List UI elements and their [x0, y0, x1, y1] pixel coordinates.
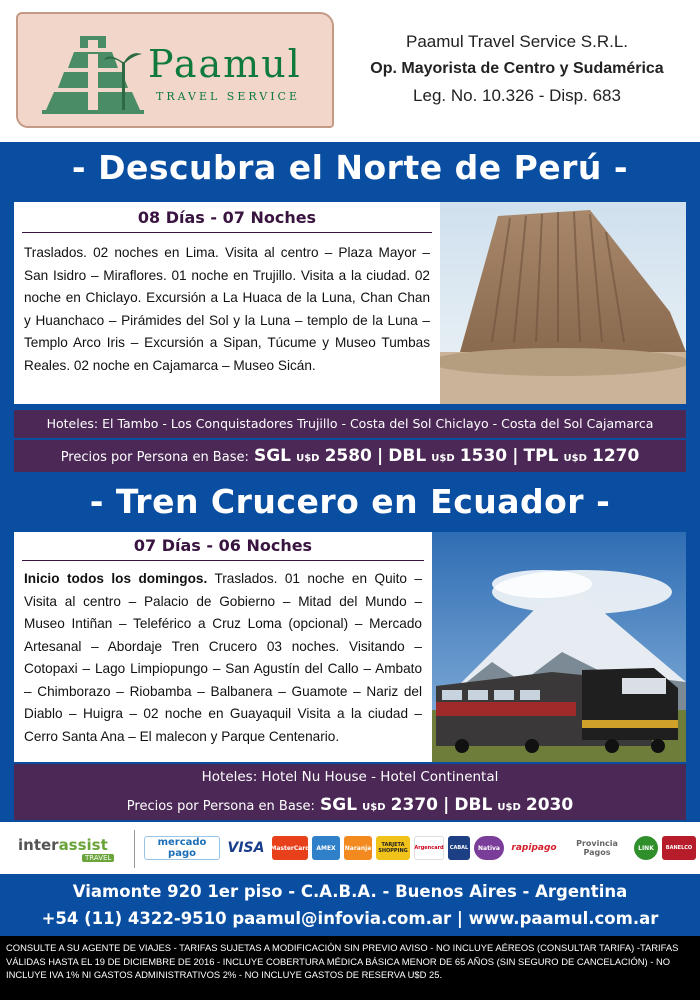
tour1-price-dbl-type: DBL	[388, 446, 427, 466]
price-separator: |	[512, 446, 519, 466]
mastercard-logo: MasterCard	[272, 836, 308, 860]
nativa-logo: Nativa	[474, 836, 504, 860]
tour1-title: - Descubra el Norte de Perú -	[71, 148, 629, 187]
tour2-lead: Inicio todos los domingos.	[24, 571, 208, 586]
tour2-description	[24, 568, 422, 748]
link-logo: LINK	[634, 836, 658, 860]
tarjeta-shopping-logo: TARJETA SHOPPING	[376, 836, 410, 860]
tour1-prices	[14, 440, 686, 472]
tour2-description-body: Traslados. 01 noche en Quito – Visita al centro – Palacio de Gobierno – Mitad del Mundo – Museo Intiñan – Teleférico a Cruz Loma (opcional) – Mercado Artesanal – Abordaje Tren Crucero 03 noches. Visitando – Cotopaxi – Lago Limpiopungo – San Agustín del Callo – Ambato – Chimborazo – Riobamba – Balbanera – Guamote – Nariz del Diablo – Huigra – 02 noche en Guayaquil Visita a la ciudad – Cerro Santa Ana – El malecon y Parque Centenario.	[24, 571, 423, 744]
cabal-logo: CABAL	[448, 836, 470, 860]
amex-logo: AMEX	[312, 836, 340, 860]
train-photo	[432, 532, 686, 762]
tour2-card	[14, 532, 686, 762]
tour2-price-dbl-type: DBL	[454, 795, 493, 815]
tour2-price-dbl-currency: U$D	[497, 802, 521, 813]
tour1-duration: 08 Días - 07 Noches	[137, 208, 317, 227]
mercadopago-logo: mercado pago	[144, 836, 220, 860]
tour2-title: - Tren Crucero en Ecuador -	[89, 482, 611, 521]
huaca-photo	[440, 202, 686, 404]
argencard-logo: Argencard	[414, 836, 444, 860]
tour2-price-sgl-currency: U$D	[362, 802, 386, 813]
price-separator: |	[443, 795, 450, 815]
company-tagline: Op. Mayorista de Centro y Sudamérica	[370, 60, 664, 77]
logo-subtitle: TRAVEL SERVICE	[156, 90, 300, 103]
legal-disclaimer: CONSULTE A SU AGENTE DE VIAJES - TARIFAS SUJETAS A MODIFICACIÓN SIN PREVIO AVISO - NO INCLUYE AÉREOS (CONSULTAR TARIFA) -TARIFAS VÁLIDAS HASTA EL 19 DE DICIEMBRE DE 2016 - INCLUYE COBERTURA MÉDICA BÁSICA MENOR DE 65 AÑOS (SIN SEGURO DE CANCELACIÓN) - NO INCLUYE IVA 1% NI GASTOS ADMINISTRATIVOS 2% - NO INCLUYE GASTOS DE RESERVA U$D 25.	[0, 936, 700, 1000]
tour1-description: Traslados. 02 noches en Lima. Visita al centro – Plaza Mayor – San Isidro – Miraflores. 01 noche en Trujillo. Visita a la ciudad. 02 noche en Chiclayo. Excursión a La Huaca de la Luna, Chan Chan y Huanchaco – Pirámides del Sol y la Luna – templo de la Luna – Templo Arco Iris – Excursión a Sipan, Túcume y Museo Tumbas Reales. 02 noche en Cajamarca – Museo Sicán.	[24, 245, 430, 373]
company-logo	[16, 12, 334, 128]
price-separator: |	[376, 446, 384, 466]
tour1-card	[14, 202, 686, 404]
visa-logo: VISA	[224, 836, 268, 860]
tour1-price-dbl-currency: U$D	[431, 453, 455, 464]
tour2-prices	[14, 790, 686, 820]
tour1-price-sgl-amount: 2580	[324, 446, 372, 466]
provincia-pagos-logo: Provincia Pagos	[564, 836, 630, 860]
contact-address: Viamonte 920 1er piso - C.A.B.A. - Buenos Aires - Argentina	[72, 882, 628, 901]
contact-phone-web: +54 (11) 4322-9510 paamul@infovia.com.ar | www.paamul.com.ar	[41, 909, 659, 928]
pyramid-icon	[38, 22, 148, 122]
tour2-duration: 07 Días - 06 Noches	[133, 536, 313, 555]
tour2-price-sgl-type: SGL	[320, 795, 358, 815]
interassist-logo	[18, 836, 108, 854]
tour1-price-label: Precios por Persona en Base:	[60, 450, 249, 465]
tour2-divider	[22, 560, 424, 561]
company-name: Paamul Travel Service S.R.L.	[405, 32, 629, 51]
company-info	[352, 28, 682, 109]
logo-wordmark: Paamul	[148, 42, 302, 86]
tour1-divider	[22, 232, 432, 233]
tour1-hotels: Hoteles: El Tambo - Los Conquistadores Trujillo - Costa del Sol Chiclayo - Costa del Sol Cajamarca	[14, 410, 686, 438]
tour1-price-tpl-type: TPL	[523, 446, 559, 466]
rapipago-logo: rapipago	[508, 836, 560, 860]
tour2-price-sgl-amount: 2370	[390, 795, 438, 815]
interassist-sub: TRAVEL	[82, 854, 114, 862]
tour1-price-tpl-currency: U$D	[563, 453, 587, 464]
payment-methods	[0, 822, 700, 874]
tour2-price-dbl-amount: 2030	[525, 795, 574, 815]
header	[0, 0, 700, 142]
interassist-word-a: inter	[18, 836, 59, 854]
tour1-price-sgl-currency: U$D	[296, 453, 320, 464]
company-legal: Leg. No. 10.326 - Disp. 683	[413, 86, 621, 105]
interassist-word-b: assist	[58, 836, 108, 854]
tour1-price-dbl-amount: 1530	[459, 446, 508, 466]
naranja-logo: Naranja	[344, 836, 372, 860]
tour2-hotels: Hoteles: Hotel Nu House - Hotel Continental	[14, 764, 686, 790]
contact-band	[0, 874, 700, 936]
tour2-price-label: Precios por Persona en Base:	[126, 799, 315, 814]
banelco-logo: BANELCO	[662, 836, 696, 860]
offers-panel	[0, 142, 700, 822]
tour1-price-tpl-amount: 1270	[591, 446, 640, 466]
payment-divider	[134, 830, 135, 868]
tour1-price-sgl-type: SGL	[253, 446, 291, 466]
